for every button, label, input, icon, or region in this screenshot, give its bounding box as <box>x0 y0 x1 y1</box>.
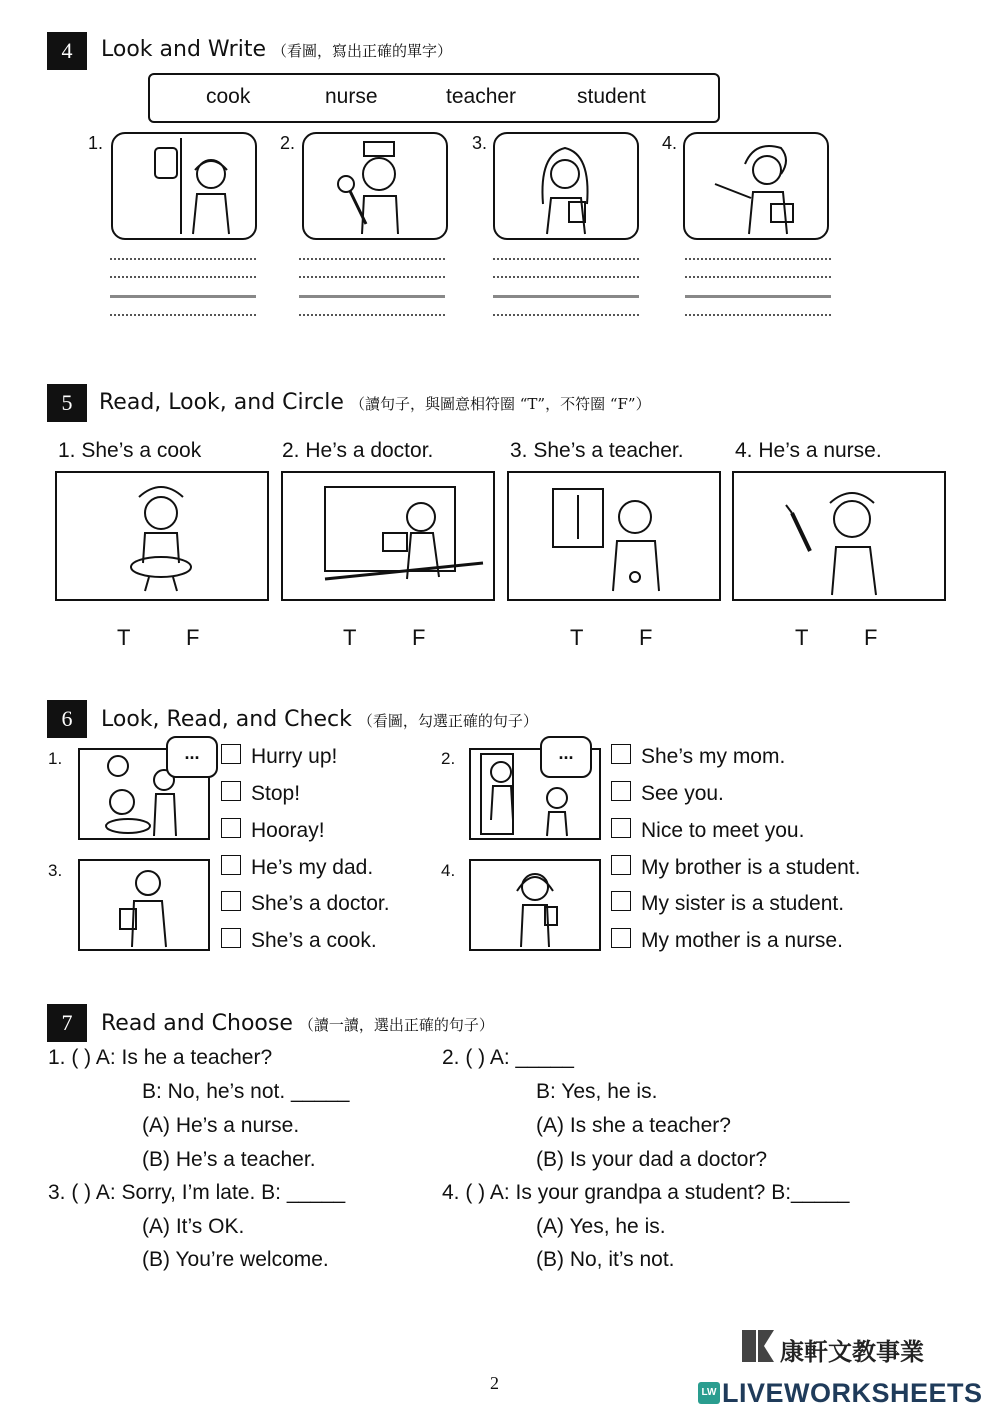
option-text: Hooray! <box>251 819 325 842</box>
question-2-option-b: (B) Is your dad a doctor? <box>536 1148 768 1171</box>
picture-doctor-woman <box>507 471 721 601</box>
doctor-illustration <box>509 473 719 599</box>
option[interactable] <box>611 818 804 843</box>
true-option[interactable]: T <box>795 625 809 650</box>
checkbox-icon[interactable] <box>221 928 241 948</box>
section-6-subtitle: （看圖，勾選正確的句子） <box>357 712 538 730</box>
writing-line[interactable] <box>685 276 831 278</box>
teacher-illustration <box>685 134 827 238</box>
section-4-subtitle: （看圖，寫出正確的單字） <box>272 42 453 60</box>
section-4-number: 4 <box>47 32 87 70</box>
option-text: She’s a cook. <box>251 929 377 952</box>
section-7-number: 7 <box>47 1004 87 1042</box>
picture-cook <box>302 132 448 240</box>
writing-line[interactable] <box>299 314 445 316</box>
writing-line[interactable] <box>493 314 639 316</box>
question-3[interactable]: 3. ( ) A: Sorry, I’m late. B: _____ <box>48 1181 346 1204</box>
picture-student-girl <box>469 859 601 951</box>
false-option[interactable]: F <box>412 625 426 650</box>
option-text: My brother is a student. <box>641 856 861 879</box>
question-4[interactable]: 4. ( ) A: Is your grandpa a student? B:_____ <box>442 1181 850 1204</box>
doctor-illustration <box>80 861 208 949</box>
word-bank-word: student <box>577 85 646 108</box>
checkbox-icon[interactable] <box>221 891 241 911</box>
question-1[interactable]: 1. ( ) A: Is he a teacher? <box>48 1046 273 1069</box>
section-6-title <box>101 707 538 732</box>
picture-student <box>493 132 639 240</box>
option[interactable] <box>611 855 860 880</box>
student-illustration <box>495 134 637 238</box>
question-4-option-b: (B) No, it’s not. <box>536 1248 675 1271</box>
item-label: 2. <box>441 749 456 768</box>
item-label: 1. <box>48 749 63 768</box>
item-label: 3. <box>472 133 488 153</box>
speech-bubble: ... <box>166 736 218 778</box>
cook-illustration <box>57 473 267 599</box>
cook-illustration <box>304 134 446 238</box>
option-text: He’s my dad. <box>251 856 374 879</box>
statement: 2. He’s a doctor. <box>282 439 434 462</box>
writing-line[interactable] <box>110 276 256 278</box>
writing-line[interactable] <box>299 258 445 260</box>
word-bank-word: nurse <box>325 85 378 108</box>
false-option[interactable]: F <box>639 625 653 650</box>
writing-line[interactable] <box>685 258 831 260</box>
nurse-illustration <box>113 134 255 238</box>
question-1-option-a: (A) He’s a nurse. <box>142 1114 300 1137</box>
item-label: 2. <box>280 133 296 153</box>
option[interactable] <box>221 928 377 953</box>
liveworksheets-logo-icon: LW <box>698 1382 720 1404</box>
option-text: My mother is a nurse. <box>641 929 843 952</box>
true-option[interactable]: T <box>570 625 584 650</box>
true-option[interactable]: T <box>117 625 131 650</box>
section-5-title <box>99 390 651 415</box>
option[interactable] <box>221 855 373 880</box>
speech-bubble: ... <box>540 736 592 778</box>
option-text: Stop! <box>251 782 301 805</box>
picture-nurse <box>111 132 257 240</box>
checkbox-icon[interactable] <box>611 744 631 764</box>
option-text: She’s my mom. <box>641 745 786 768</box>
option[interactable] <box>221 781 300 806</box>
checkbox-icon[interactable] <box>611 891 631 911</box>
option[interactable] <box>611 928 843 953</box>
picture-nurse-man <box>732 471 946 601</box>
option[interactable] <box>611 744 785 769</box>
option[interactable] <box>221 818 325 843</box>
teacher-illustration <box>283 473 493 599</box>
section-5-subtitle: （讀句子，與圖意相符圈 “T”，不符圈 “F”） <box>349 395 651 413</box>
publisher-logo-icon <box>742 1330 774 1362</box>
writing-line[interactable] <box>299 276 445 278</box>
writing-line[interactable] <box>685 314 831 316</box>
question-2[interactable]: 2. ( ) A: _____ <box>442 1046 574 1069</box>
question-1-line-2: B: No, he’s not. _____ <box>142 1080 350 1103</box>
section-4-title <box>101 37 452 62</box>
writing-line[interactable] <box>493 258 639 260</box>
option-text: She’s a doctor. <box>251 892 390 915</box>
option[interactable] <box>221 744 337 769</box>
checkbox-icon[interactable] <box>221 744 241 764</box>
false-option[interactable]: F <box>864 625 878 650</box>
word-bank <box>148 73 720 123</box>
writing-baseline <box>110 295 256 298</box>
publisher-name: 康軒文教事業 <box>780 1338 924 1366</box>
section-7-subtitle: （讀一讀，選出正確的句子） <box>298 1016 494 1034</box>
writing-baseline <box>493 295 639 298</box>
writing-line[interactable] <box>493 276 639 278</box>
checkbox-icon[interactable] <box>611 855 631 875</box>
question-2-line-2: B: Yes, he is. <box>536 1080 658 1103</box>
nurse-illustration <box>734 473 944 599</box>
item-label: 4. <box>662 133 678 153</box>
option[interactable] <box>221 891 390 916</box>
question-1-option-b: (B) He’s a teacher. <box>142 1148 316 1171</box>
item-label: 1. <box>88 133 104 153</box>
option-text: Nice to meet you. <box>641 819 805 842</box>
writing-line[interactable] <box>110 258 256 260</box>
checkbox-icon[interactable] <box>611 928 631 948</box>
checkbox-icon[interactable] <box>221 781 241 801</box>
page-number: 2 <box>490 1373 499 1393</box>
writing-baseline <box>685 295 831 298</box>
section-4-title-text: Look and Write <box>101 37 266 62</box>
checkbox-icon[interactable] <box>221 818 241 838</box>
picture-doctor <box>78 859 210 951</box>
question-4-option-a: (A) Yes, he is. <box>536 1215 666 1238</box>
picture-teacher-woman <box>281 471 495 601</box>
item-label: 4. <box>441 861 456 880</box>
word-bank-word: cook <box>206 85 251 108</box>
section-6-title-text: Look, Read, and Check <box>101 707 352 732</box>
checkbox-icon[interactable] <box>611 781 631 801</box>
statement: 1. She’s a cook <box>58 439 202 462</box>
item-label: 3. <box>48 861 63 880</box>
section-6-number: 6 <box>47 700 87 738</box>
option-text: Hurry up! <box>251 745 338 768</box>
word-bank-word: teacher <box>446 85 517 108</box>
option-text: See you. <box>641 782 724 805</box>
false-option[interactable]: F <box>186 625 200 650</box>
question-3-option-b: (B) You’re welcome. <box>142 1248 329 1271</box>
section-5-title-text: Read, Look, and Circle <box>99 390 344 415</box>
statement: 3. She’s a teacher. <box>510 439 684 462</box>
section-7-title <box>101 1011 494 1036</box>
student-illustration <box>471 861 599 949</box>
checkbox-icon[interactable] <box>221 855 241 875</box>
picture-teacher <box>683 132 829 240</box>
checkbox-icon[interactable] <box>611 818 631 838</box>
statement: 4. He’s a nurse. <box>735 439 882 462</box>
option-text: My sister is a student. <box>641 892 845 915</box>
question-2-option-a: (A) Is she a teacher? <box>536 1114 731 1137</box>
writing-line[interactable] <box>110 314 256 316</box>
option[interactable] <box>611 891 844 916</box>
picture-cook-woman <box>55 471 269 601</box>
section-5-number: 5 <box>47 384 87 422</box>
option[interactable] <box>611 781 724 806</box>
section-7-title-text: Read and Choose <box>101 1011 293 1036</box>
writing-baseline <box>299 295 445 298</box>
true-option[interactable]: T <box>343 625 357 650</box>
liveworksheets-watermark: LIVEWORKSHEETS <box>722 1378 983 1408</box>
question-3-option-a: (A) It’s OK. <box>142 1215 245 1238</box>
